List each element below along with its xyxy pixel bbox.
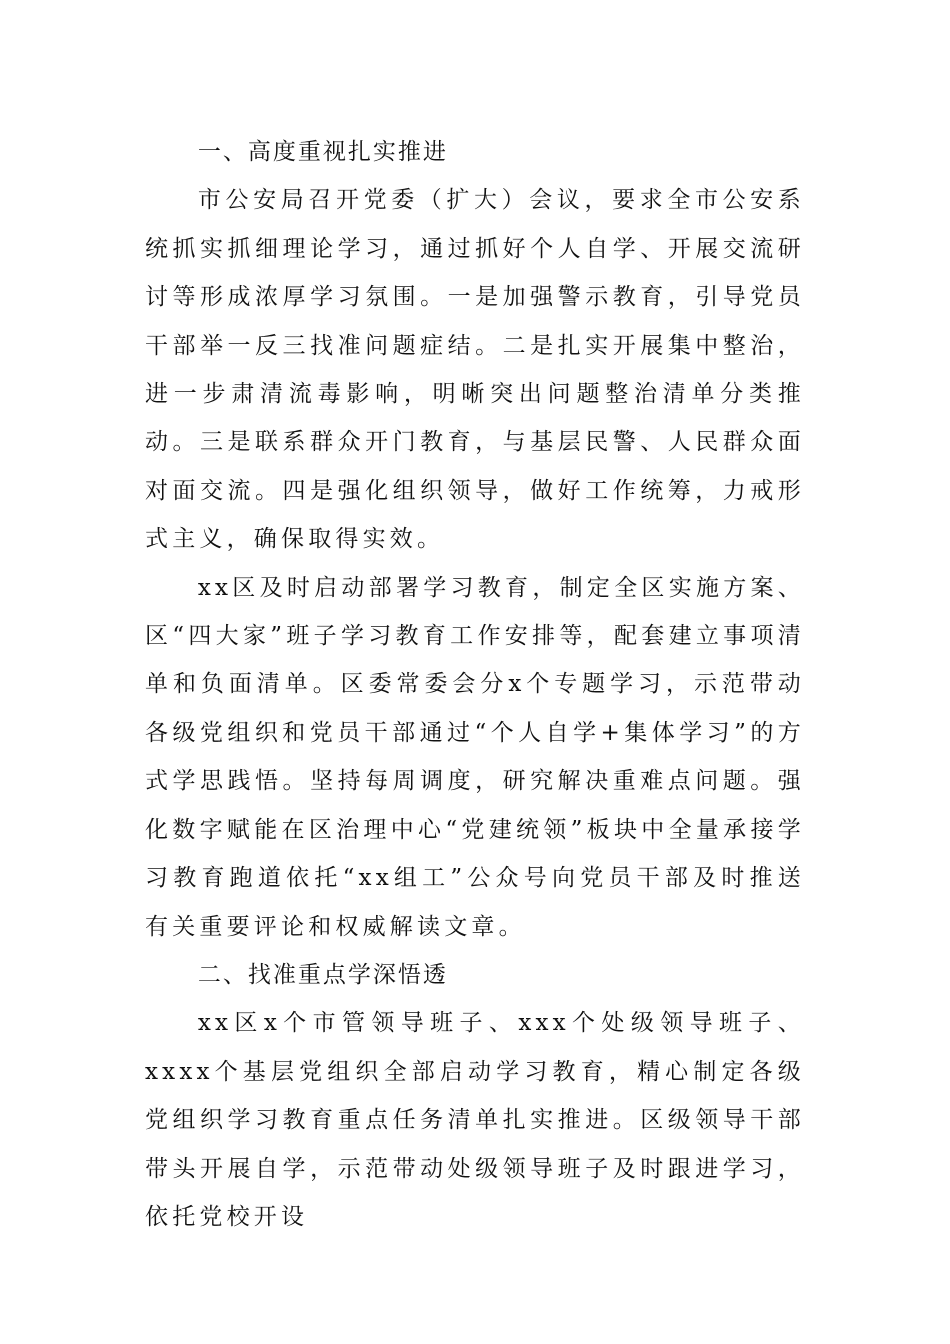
body-paragraph-1: 市公安局召开党委（扩大）会议，要求全市公安系统抓实抓细理论学习，通过抓好个人自学、开展交流研讨等形成浓厚学习氛围。一是加强警示教育，引导党员干部举一反三找准问题症结。二是扎实开展集中整治，进一步肃清流毒影响，明晰突出问题整治清单分类推动。三是联系群众开门教育，与基层民警、人民群众面对面交流。四是强化组织领导，做好工作统筹，力戒形式主义，确保取得实效。	[145, 187, 805, 553]
body-paragraph-3: xx区x个市管领导班子、xxx个处级领导班子、xxxx个基层党组织全部启动学习教育，精心制定各级党组织学习教育重点任务清单扎实推进。区级领导干部带头开展自学，示范带动处级领导班子及时跟进学习，依托党校开设	[145, 1010, 805, 1230]
section-heading-2: 二、找准重点学深悟透	[197, 961, 448, 988]
body-paragraph-2: xx区及时启动部署学习教育，制定全区实施方案、区“四大家”班子学习教育工作安排等，配套建立事项清单和负面清单。区委常委会分x个专题学习，示范带动各级党组织和党员干部通过“个人自学+集体学习”的方式学思践悟。坚持每周调度，研究解决重难点问题。强化数字赋能在区治理中心“党建统领”板块中全量承接学习教育跑道依托“xx组工”公众号向党员干部及时推送有关重要评论和权威解读文章。	[145, 574, 805, 940]
section-heading-1: 一、高度重视扎实推进	[197, 139, 448, 165]
document-body	[145, 128, 805, 1241]
